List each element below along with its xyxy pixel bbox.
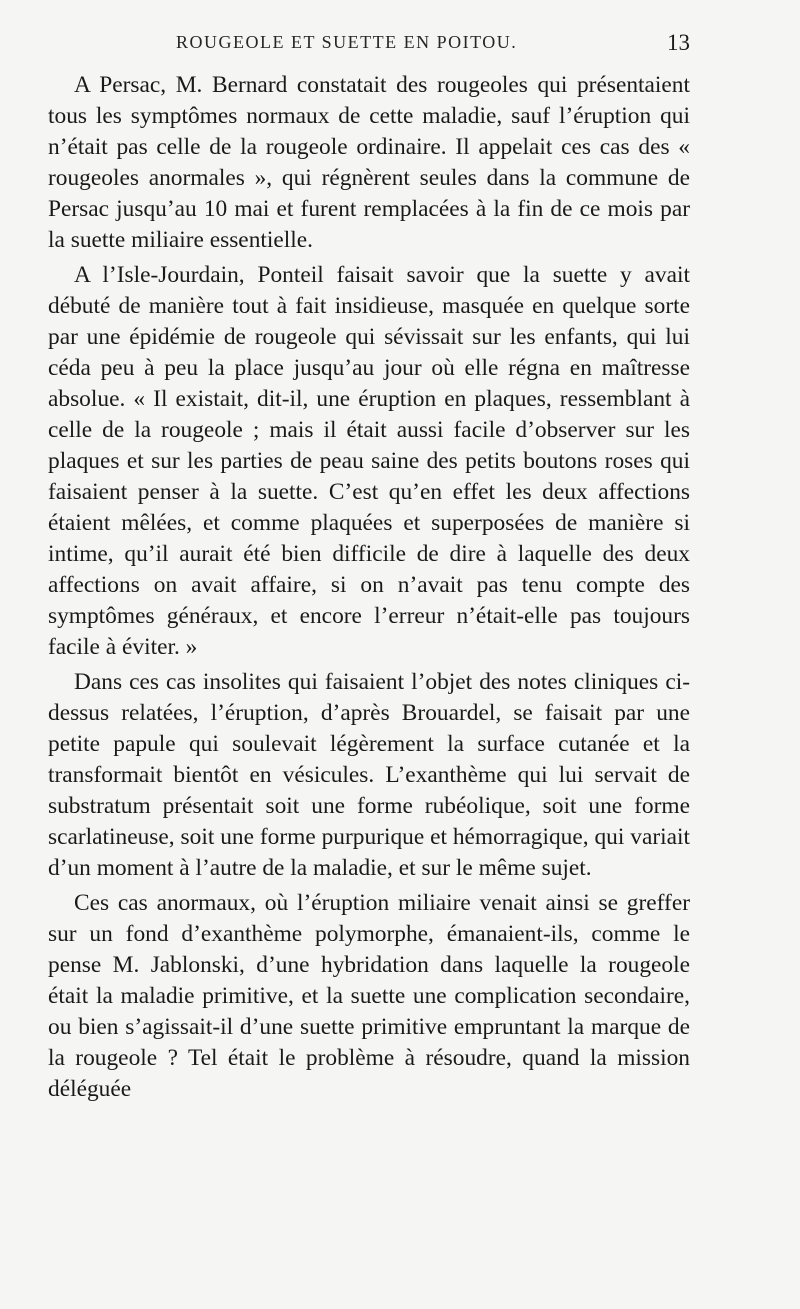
page-number: 13: [667, 30, 690, 55]
paragraph-cas-anormaux: Ces cas anormaux, où l’éruption miliaire venait ainsi se greffer sur un fond d’exanthème polymorphe, émanaient-ils, comme le pense M. Jablonski, d’une hybridation dans laquelle la rougeole était la maladie primitive, et la suette une complication secondaire, ou bien s’agissait-il d’une suette primitive empruntant la marque de la rougeole ? Tel était le problème à résoudre, quand la mission déléguée: [48, 890, 690, 1102]
running-head: [48, 30, 688, 62]
paragraph-isle-jourdain: A l’Isle-Jourdain, Ponteil faisait savoir que la suette y avait débuté de manière tout à fait insidieuse, masquée en quelque sorte par une épidémie de rougeole qui sévissait sur les enfants, qui lui céda peu à peu la place jusqu’au jour où elle régna en maîtresse absolue. « Il existait, dit-il, une éruption en plaques, ressemblant à celle de la rougeole ; mais il était aussi facile d’observer sur les plaques et sur les parties de peau saine des petits boutons roses qui faisaient penser à la suette. C’est qu’en effet les deux affections étaient mêlées, et comme plaquées et superposées de manière si intime, qu’il aurait été bien difficile de dire à laquelle des deux affections on avait affaire, si on n’avait pas tenu compte des symptômes généraux, et encore l’erreur n’était-elle pas toujours facile à éviter. »: [48, 262, 690, 660]
paragraph-brouardel: Dans ces cas insolites qui faisaient l’objet des notes cliniques ci-dessus relatées, l’éruption, d’après Brouardel, se faisait par une petite papule qui soulevait légèrement la surface cutanée et la transformait bientôt en vésicules. L’exanthème qui lui servait de substratum présentait soit une forme rubéolique, soit une forme scarlatineuse, soit une forme purpurique et hémorragique, qui variait d’un moment à l’autre de la maladie, et sur le même sujet.: [48, 669, 690, 881]
paragraph-persac: A Persac, M. Bernard constatait des rougeoles qui présentaient tous les symptômes normaux de cette maladie, sauf l’éruption qui n’était pas celle de la rougeole ordinaire. Il appelait ces cas des « rougeoles anormales », qui régnèrent seules dans la commune de Persac jusqu’au 10 mai et furent remplacées à la fin de ce mois par la suette miliaire essentielle.: [48, 72, 690, 253]
body-text: [48, 70, 690, 1109]
running-title: ROUGEOLE ET SUETTE EN POITOU.: [176, 32, 518, 52]
